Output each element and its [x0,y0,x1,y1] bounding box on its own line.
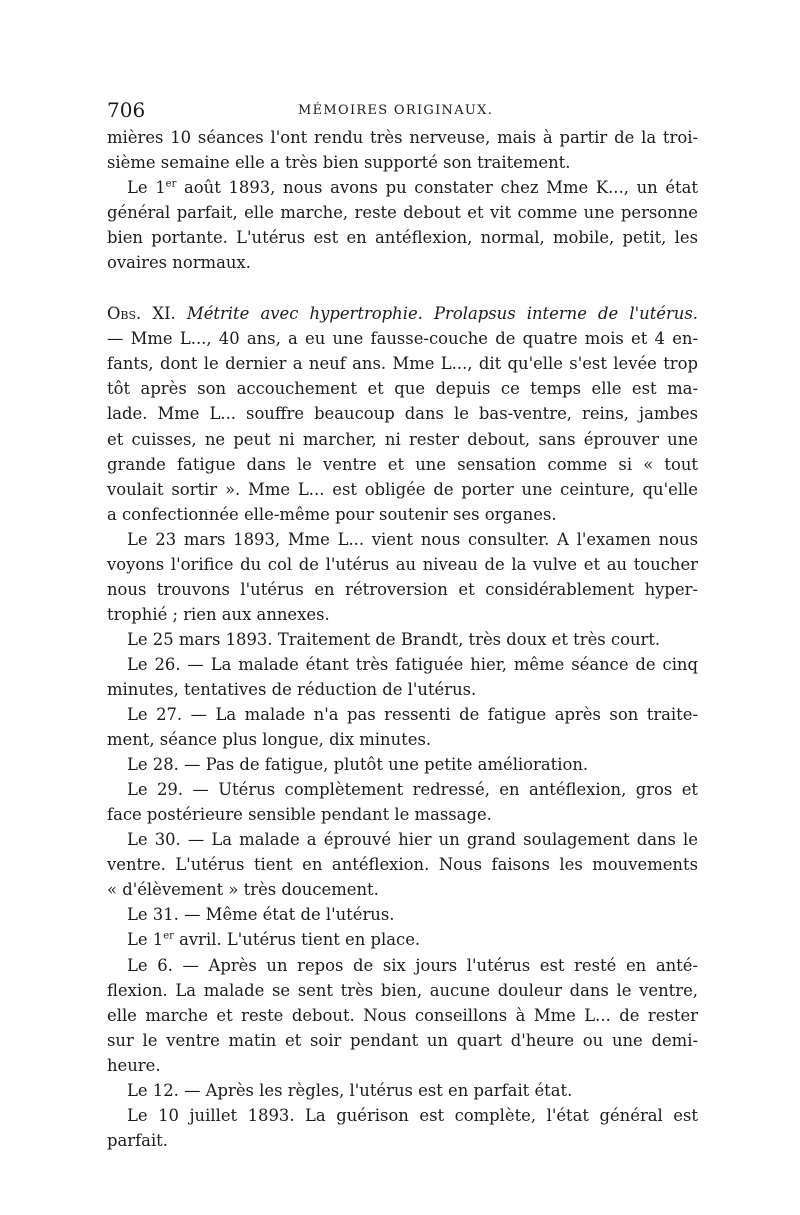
text-line: trophié ; rien aux annexes. [107,604,330,624]
entry-28 [107,752,698,777]
text-line: — Mme L..., 40 ans, a eu une fausse-couche de quatre mois et 4 en- [107,329,698,349]
text-line: et cuisses, ne peut ni marcher, ni rester debout, sans éprouver une [107,429,698,449]
entry-27 [107,702,698,752]
entry-31 [107,902,698,927]
text-line: heure. [107,1055,161,1075]
ordinal-suffix: er [165,178,177,190]
text-line: Le 25 mars 1893. Traitement de Brandt, très doux et très court. [127,629,661,649]
entry-12 [107,1078,698,1103]
text-line: ventre. L'utérus tient en antéflexion. Nous faisons les mouvements [107,855,698,875]
line-rest: août 1893, nous avons pu constater chez Mme K..., un état [176,178,698,198]
page-body [107,125,698,1153]
text-line: face postérieure sensible pendant le massage. [107,805,492,825]
text-line: bien portante. L'utérus est en antéflexion, normal, mobile, petit, les [107,228,698,248]
line-rest: avril. L'utérus tient en place. [173,930,421,950]
date-prefix: Le 1 [127,930,164,950]
text-line: flexion. La malade se sent très bien, aucune douleur dans le ventre, [107,980,698,1000]
running-title: MÉMOIRES ORIGINAUX. [298,103,494,118]
text-line: voulait sortir ». Mme L... est obligée de porter une ceinture, qu'elle [107,479,698,499]
text-line: général parfait, elle marche, reste debout et vit comme une personne [107,203,698,223]
entry-30 [107,827,698,902]
text-line: Le 28. — Pas de fatigue, plutôt une petite amélioration. [127,755,589,775]
text-line: lade. Mme L... souffre beaucoup dans le bas-ventre, reins, jambes [107,404,698,424]
entry-6 [107,953,698,1078]
text-line: elle marche et reste debout. Nous conseillons à Mme L... de rester [107,1005,698,1025]
text-line: mières 10 séances l'ont rendu très nerveuse, mais à partir de la troi- [107,128,698,147]
text-line: sur le ventre matin et soir pendant un quart d'heure ou une demi- [107,1030,698,1050]
text-line: voyons l'orifice du col de l'utérus au niveau de la vulve et au toucher [107,554,698,574]
date-prefix: Le 1 [127,178,166,198]
entry-29 [107,777,698,827]
entry-10-juillet [107,1103,698,1153]
text-line: Le 26. — La malade étant très fatiguée hier, même séance de cinq [127,654,698,674]
text-line: Le 12. — Après les règles, l'utérus est en parfait état. [127,1080,573,1100]
text-line [107,927,698,952]
text-line: grande fatigue dans le ventre et une sensation comme si « tout [107,454,698,474]
text-line: « d'élèvement » très doucement. [107,880,379,900]
text-line: Le 10 juillet 1893. La guérison est complète, l'état général est [127,1105,698,1125]
entry-26 [107,652,698,702]
observation-xi [107,301,698,526]
text-line: sième semaine elle a très bien supporté son traitement. [107,153,571,173]
text-line: ment, séance plus longue, dix minutes. [107,730,432,750]
text-line: tôt après son accouchement et que depuis ce temps elle est ma- [107,379,698,399]
entry-1-avril [107,927,698,952]
text-line: a confectionnée elle-même pour soutenir ses organes. [107,504,557,524]
ordinal-suffix: er [163,930,174,942]
text-line [107,175,698,200]
paragraph-continuation [107,125,698,175]
observation-heading [107,301,698,326]
text-line: ovaires normaux. [107,253,251,273]
text-line: Le 6. — Après un repos de six jours l'utérus est resté en anté- [127,955,698,975]
text-line: Le 27. — La malade n'a pas ressenti de fatigue après son traite- [127,705,698,725]
text-line: Le 29. — Utérus complètement redressé, en antéflexion, gros et [127,780,698,800]
paragraph-exam [107,527,698,627]
text-line: nous trouvons l'utérus en rétroversion et considérablement hyper- [107,579,698,599]
text-line: parfait. [107,1130,168,1150]
observation-label: Obs. XI. [107,304,176,324]
page-number: 706 [107,98,146,122]
text-line: fants, dont le dernier a neuf ans. Mme L..., dit qu'elle s'est levée trop [107,354,698,374]
text-line: minutes, tentatives de réduction de l'utérus. [107,679,477,699]
paragraph-result-mme-k [107,175,698,275]
entry-25-mars [107,627,698,652]
text-line: Le 31. — Même état de l'utérus. [127,905,395,925]
text-line: Le 23 mars 1893, Mme L... vient nous consulter. A l'examen nous [127,529,698,549]
text-line: Le 30. — La malade a éprouvé hier un grand soulagement dans le [127,830,698,850]
observation-title: Métrite avec hypertrophie. Prolapsus interne de l'utérus. [186,304,698,324]
